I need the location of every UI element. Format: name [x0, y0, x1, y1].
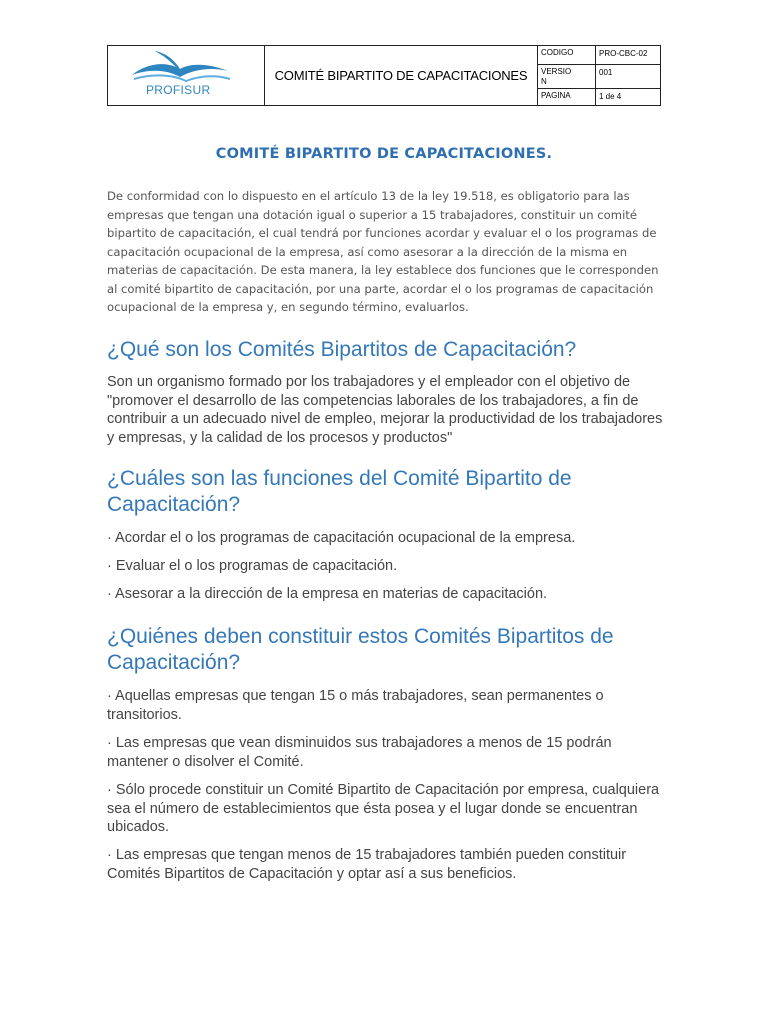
- profisur-logo: [124, 49, 234, 101]
- section-heading-quienes: ¿Quiénes deben constituir estos Comités Bipartitos de Capacitación?: [107, 625, 614, 674]
- meta-label-codigo: CODIGO: [538, 46, 596, 65]
- bullet-item: · Sólo procede constituir un Comité Bipartito de Capacitación por empresa, cualquiera sea el número de establecimientos que ésta posea y el lugar donde se encuentran ubicados.: [107, 782, 660, 835]
- meta-value-codigo: PRO-CBC-02: [596, 46, 661, 65]
- logo-text: PROFISUR: [146, 83, 211, 97]
- bullet-item: · Asesorar a la dirección de la empresa en materias de capacitación.: [107, 586, 548, 602]
- meta-value-pagina: 1 de 4: [596, 89, 661, 106]
- document-header-table: [107, 45, 661, 106]
- document-title: COMITÉ BIPARTITO DE CAPACITACIONES.: [215, 146, 553, 162]
- intro-paragraph: De conformidad con lo dispuesto en el artículo 13 de la ley 19.518, es obligatorio para las empresas que tengan una dotación igual o superior a 15 trabajadores, constituir un comité bipartito de capacitación, el cual tendrá por funciones acordar y evaluar el o los programas de capacitación ocupacional de la empresa, así como asesorar a la dirección de la misma en materias de capacitación. De esta manera, la ley establece dos funciones que le corresponden al comité bipartito de capacitación, por una parte, acordar el o los programas de capacitación ocupacional de la empresa y, en segundo término, evaluarlos.: [107, 189, 659, 314]
- meta-label-version: VERSIO N: [538, 65, 596, 89]
- bullet-item: · Aquellas empresas que tengan 15 o más trabajadores, sean permanentes o transitorios.: [107, 688, 604, 723]
- bullet-item: · Las empresas que vean disminuidos sus trabajadores a menos de 15 podrán mantener o disolver el Comité.: [107, 735, 612, 770]
- bullet-item: · Evaluar el o los programas de capacitación.: [107, 558, 398, 574]
- bullet-item: · Las empresas que tengan menos de 15 trabajadores también pueden constituir Comités Bipartitos de Capacitación y optar así a sus beneficios.: [107, 847, 627, 882]
- section-text-que-son: Son un organismo formado por los trabajadores y el empleador con el objetivo de "promover el desarrollo de las competencias laborales de los trabajadores, a fin de contribuir a un adecuado nivel de empleo, mejorar la productividad de los trabajadores y empresas, y la calidad de los procesos y productos": [107, 374, 663, 446]
- section-heading-funciones: ¿Cuáles son las funciones del Comité Bipartito de Capacitación?: [107, 467, 572, 516]
- header-title: COMITÉ BIPARTITO DE CAPACITACIONES: [265, 46, 538, 106]
- meta-value-version: 001: [596, 65, 661, 89]
- wave-fin-icon: [124, 49, 234, 85]
- bullet-item: · Acordar el o los programas de capacitación ocupacional de la empresa.: [107, 530, 576, 546]
- logo-cell: [108, 46, 265, 106]
- section-heading-que-son: ¿Qué son los Comités Bipartitos de Capacitación?: [107, 338, 577, 361]
- meta-label-pagina: PAGINA: [538, 89, 596, 106]
